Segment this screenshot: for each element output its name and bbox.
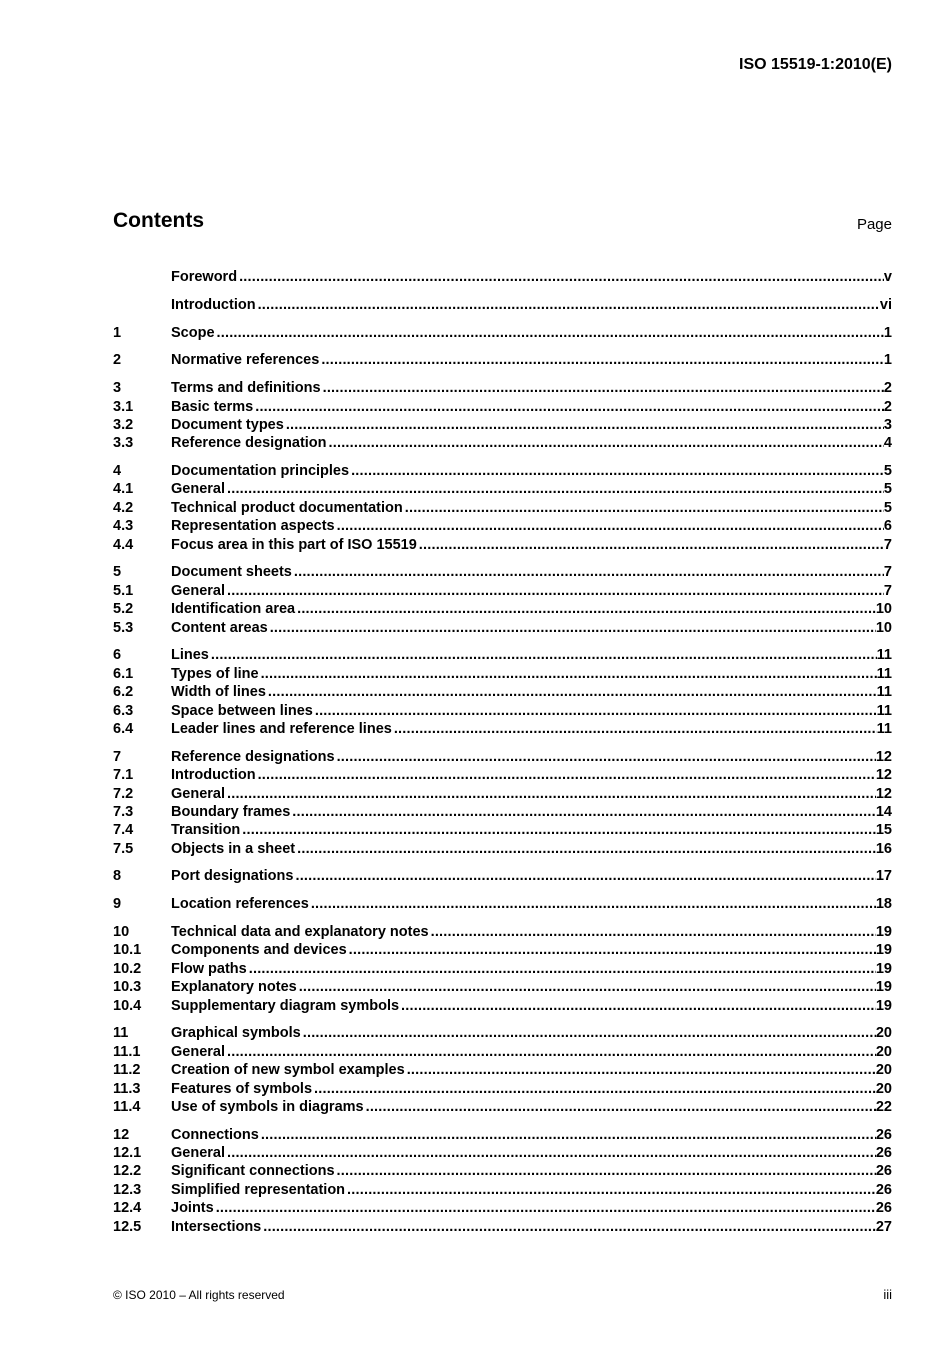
- toc-entry-number: 3.3: [113, 435, 134, 452]
- toc-entry-title: Leader lines and reference lines: [171, 720, 392, 737]
- toc-entry-page: 26: [875, 1126, 892, 1143]
- footer-page-number: iii: [883, 1287, 892, 1302]
- toc-entry-title: Technical product documentation: [171, 499, 403, 516]
- toc-entry-page: 27: [875, 1218, 892, 1235]
- toc-entry-number: 12.1: [113, 1145, 142, 1162]
- dot-leader: [347, 1182, 876, 1198]
- toc-entry-number: 7.3: [113, 803, 134, 820]
- toc-entry[interactable]: [113, 1081, 892, 1099]
- toc-entry-page: 20: [875, 1080, 892, 1097]
- toc-entry-title-wrap: [171, 1219, 876, 1235]
- dot-leader: [227, 481, 884, 497]
- toc-entry-title-wrap: [171, 666, 877, 682]
- toc-entry-page: 15: [875, 822, 892, 839]
- toc-entry-number: 3.1: [113, 398, 134, 415]
- toc-entry-title: Features of symbols: [171, 1080, 313, 1097]
- toc-entry-page: 20: [875, 1062, 892, 1079]
- dot-leader: [261, 666, 877, 682]
- toc-entry-title: Intersections: [171, 1218, 262, 1235]
- toc-entry[interactable]: [113, 417, 892, 435]
- toc-entry-title: Document sheets: [171, 564, 292, 581]
- toc-entry[interactable]: [113, 721, 892, 739]
- dot-leader: [314, 1081, 876, 1097]
- dot-leader: [401, 998, 876, 1014]
- toc-entry-page: 2: [883, 380, 892, 397]
- toc-entry-title: Content areas: [171, 619, 268, 636]
- toc-entry-title-wrap: [171, 1062, 876, 1078]
- contents-heading: Contents: [113, 209, 204, 232]
- toc-entry[interactable]: [113, 1219, 892, 1237]
- toc-group: [113, 647, 892, 739]
- toc-entry-number: 3.2: [113, 416, 134, 433]
- toc-entry[interactable]: [113, 1163, 892, 1181]
- toc-entry-title: Reference designations: [171, 748, 335, 765]
- toc-entry-page: 10: [875, 619, 892, 636]
- toc-entry-page: 19: [875, 924, 892, 941]
- toc-entry[interactable]: [113, 399, 892, 417]
- toc-entry-page: 16: [875, 840, 892, 857]
- toc-entry-number: 10.3: [113, 979, 142, 996]
- dot-leader: [216, 1200, 876, 1216]
- toc-entry[interactable]: [113, 1127, 892, 1145]
- toc-entry-title-wrap: [171, 961, 876, 977]
- toc-entry-number: 4.1: [113, 481, 134, 498]
- toc-entry-number: 6.1: [113, 665, 134, 682]
- toc-entry[interactable]: [113, 269, 892, 287]
- toc-entry-number: 4: [113, 463, 122, 480]
- toc-entry-title: Simplified representation: [171, 1181, 346, 1198]
- toc-entry[interactable]: [113, 998, 892, 1016]
- dot-leader: [227, 1044, 876, 1060]
- toc-entry[interactable]: [113, 666, 892, 684]
- toc-entry-page: 10: [875, 601, 892, 618]
- toc-entry-title: Types of line: [171, 665, 259, 682]
- toc-entry-page: 11: [876, 720, 892, 737]
- toc-entry-title: Technical data and explanatory notes: [171, 924, 429, 941]
- toc-entry-title: Use of symbols in diagrams: [171, 1098, 364, 1115]
- toc-entry-title: Basic terms: [171, 398, 254, 415]
- toc-entry-number: 11: [113, 1025, 129, 1042]
- toc-entry[interactable]: [113, 822, 892, 840]
- dot-leader: [297, 601, 876, 617]
- toc-entry-number: 11.1: [113, 1043, 141, 1060]
- toc-entry-title: Documentation principles: [171, 463, 350, 480]
- toc-entry-number: 5.1: [113, 582, 134, 599]
- dot-leader: [255, 399, 884, 415]
- toc-entry-number: 7.5: [113, 840, 134, 857]
- toc-entry-title-wrap: [171, 786, 876, 802]
- toc-entry-title-wrap: [171, 481, 884, 497]
- toc-entry-title: Location references: [171, 896, 309, 913]
- toc-entry[interactable]: [113, 767, 892, 785]
- toc-entry-title: Representation aspects: [171, 518, 335, 535]
- toc-entry-title-wrap: [171, 583, 884, 599]
- dot-leader: [303, 1025, 876, 1041]
- dot-leader: [242, 822, 876, 838]
- toc-entry-page: 3: [883, 416, 892, 433]
- toc-group: [113, 896, 892, 914]
- toc-entry-page: 11: [876, 702, 892, 719]
- table-of-contents: [113, 269, 892, 1246]
- toc-entry-title-wrap: [171, 647, 877, 663]
- toc-entry-page: 11: [876, 665, 892, 682]
- dot-leader: [270, 620, 876, 636]
- toc-entry[interactable]: [113, 435, 892, 453]
- toc-entry-title-wrap: [171, 564, 884, 580]
- dot-leader: [297, 841, 876, 857]
- dot-leader: [227, 1145, 876, 1161]
- toc-entry-title: Lines: [171, 647, 209, 664]
- toc-entry-number: 12.3: [113, 1181, 142, 1198]
- dot-leader: [337, 749, 876, 765]
- toc-entry[interactable]: [113, 481, 892, 499]
- toc-entry[interactable]: [113, 1200, 892, 1218]
- toc-entry-title-wrap: [171, 399, 884, 415]
- toc-entry-page: 17: [875, 868, 892, 885]
- toc-entry-title-wrap: [171, 868, 876, 884]
- toc-entry-page: 2: [883, 398, 892, 415]
- toc-entry-title: Flow paths: [171, 960, 247, 977]
- toc-entry-title-wrap: [171, 703, 877, 719]
- toc-entry-title: Terms and definitions: [171, 380, 321, 397]
- toc-entry[interactable]: [113, 620, 892, 638]
- toc-entry-number: 11.2: [113, 1062, 141, 1079]
- toc-entry-page: 26: [875, 1181, 892, 1198]
- toc-entry[interactable]: [113, 896, 892, 914]
- toc-entry-page: 20: [875, 1025, 892, 1042]
- toc-entry-title: Graphical symbols: [171, 1025, 301, 1042]
- toc-entry-number: 7: [113, 748, 122, 765]
- toc-entry-number: 5.2: [113, 601, 134, 618]
- toc-entry-page: 26: [875, 1145, 892, 1162]
- toc-entry-title-wrap: [171, 435, 884, 451]
- toc-entry-title: Joints: [171, 1200, 214, 1217]
- toc-entry[interactable]: [113, 749, 892, 767]
- toc-entry-page: 19: [875, 942, 892, 959]
- toc-entry-title: Introduction: [171, 767, 256, 784]
- toc-entry[interactable]: [113, 942, 892, 960]
- toc-entry-title-wrap: [171, 721, 877, 737]
- toc-entry-page: 19: [875, 979, 892, 996]
- toc-entry-title: Foreword: [171, 269, 238, 285]
- toc-entry-page: 5: [883, 463, 892, 480]
- toc-entry-page: 1: [883, 324, 892, 341]
- toc-entry-page: 7: [883, 536, 892, 553]
- toc-entry-title: General: [171, 481, 225, 498]
- toc-entry-title-wrap: [171, 1145, 876, 1161]
- dot-leader: [217, 325, 884, 341]
- toc-entry[interactable]: [113, 1025, 892, 1043]
- dot-leader: [299, 979, 876, 995]
- toc-entry-number: 8: [113, 868, 122, 885]
- toc-group: [113, 924, 892, 1016]
- toc-entry-number: 11.3: [113, 1080, 141, 1097]
- toc-entry-number: 5: [113, 564, 122, 581]
- toc-entry[interactable]: [113, 564, 892, 582]
- dot-leader: [239, 269, 884, 285]
- toc-entry-number: 1: [113, 324, 122, 341]
- toc-entry[interactable]: [113, 786, 892, 804]
- toc-entry-title-wrap: [171, 1099, 876, 1115]
- toc-entry-number: 6.4: [113, 720, 134, 737]
- toc-entry-page: 6: [883, 518, 892, 535]
- toc-entry-number: 10.4: [113, 997, 142, 1014]
- toc-entry-number: 12.2: [113, 1163, 142, 1180]
- toc-entry-page: 22: [875, 1098, 892, 1115]
- toc-entry[interactable]: [113, 804, 892, 822]
- document-id: ISO 15519-1:2010(E): [739, 56, 892, 73]
- toc-entry-title: General: [171, 1043, 225, 1060]
- dot-leader: [349, 942, 876, 958]
- dot-leader: [315, 703, 877, 719]
- toc-entry[interactable]: [113, 518, 892, 536]
- toc-entry-title: Port designations: [171, 868, 294, 885]
- toc-group: [113, 463, 892, 555]
- toc-group: [113, 380, 892, 454]
- toc-entry-number: 4.2: [113, 499, 134, 516]
- toc-entry-page: 11: [876, 647, 892, 664]
- dot-leader: [268, 684, 877, 700]
- page-column-label: Page: [856, 216, 892, 233]
- toc-entry-title-wrap: [171, 500, 884, 516]
- toc-entry[interactable]: [113, 1099, 892, 1117]
- toc-entry-title: Space between lines: [171, 702, 313, 719]
- toc-entry-number: 12: [113, 1126, 130, 1143]
- toc-entry-page: 4: [883, 435, 892, 452]
- toc-entry-title-wrap: [171, 463, 884, 479]
- toc-entry-title-wrap: [171, 1163, 876, 1179]
- toc-entry-number: 2: [113, 352, 122, 369]
- dot-leader: [211, 647, 877, 663]
- toc-entry-title: Document types: [171, 416, 284, 433]
- toc-entry[interactable]: [113, 1044, 892, 1062]
- dot-leader: [405, 500, 884, 516]
- toc-entry-number: 7.4: [113, 822, 134, 839]
- toc-entry-title-wrap: [171, 601, 876, 617]
- toc-entry[interactable]: [113, 841, 892, 859]
- toc-group: [113, 749, 892, 859]
- toc-entry-page: v: [883, 269, 892, 285]
- toc-entry-page: 12: [875, 767, 892, 784]
- toc-entry-title-wrap: [171, 998, 876, 1014]
- dot-leader: [366, 1099, 876, 1115]
- toc-entry-number: 9: [113, 896, 122, 913]
- toc-entry[interactable]: [113, 647, 892, 665]
- toc-entry-number: 11.4: [113, 1098, 141, 1115]
- toc-entry-title-wrap: [171, 269, 884, 285]
- footer-copyright: © ISO 2010 – All rights reserved: [113, 1288, 285, 1302]
- toc-entry-page: 7: [883, 582, 892, 599]
- toc-group: [113, 269, 892, 287]
- toc-entry-title-wrap: [171, 767, 876, 783]
- toc-entry[interactable]: [113, 380, 892, 398]
- toc-group: [113, 564, 892, 638]
- dot-leader: [311, 896, 876, 912]
- toc-entry[interactable]: [113, 1145, 892, 1163]
- toc-entry[interactable]: [113, 1062, 892, 1080]
- dot-leader: [407, 1062, 876, 1078]
- toc-entry[interactable]: [113, 463, 892, 481]
- toc-entry-page: 14: [875, 803, 892, 820]
- toc-entry-title-wrap: [171, 804, 876, 820]
- toc-entry[interactable]: [113, 352, 892, 370]
- toc-entry-page: 19: [875, 960, 892, 977]
- toc-entry[interactable]: [113, 703, 892, 721]
- toc-entry-title-wrap: [171, 1081, 876, 1097]
- dot-leader: [249, 961, 876, 977]
- toc-entry-title-wrap: [171, 749, 876, 765]
- toc-entry-number: 4.3: [113, 518, 134, 535]
- toc-entry-title: General: [171, 582, 225, 599]
- toc-entry-number: 10.2: [113, 960, 142, 977]
- toc-entry[interactable]: [113, 961, 892, 979]
- toc-entry-page: 26: [875, 1200, 892, 1217]
- toc-entry-number: 4.4: [113, 536, 134, 553]
- toc-entry-number: 7.2: [113, 785, 134, 802]
- toc-entry-page: 26: [875, 1163, 892, 1180]
- toc-group: [113, 1025, 892, 1117]
- toc-entry[interactable]: [113, 1182, 892, 1200]
- toc-entry-number: 10: [113, 924, 130, 941]
- toc-entry-title: Transition: [171, 822, 241, 839]
- toc-entry-title: Significant connections: [171, 1163, 335, 1180]
- dot-leader: [337, 1163, 876, 1179]
- toc-entry[interactable]: [113, 924, 892, 942]
- toc-entry-page: 18: [875, 896, 892, 913]
- toc-entry-title-wrap: [171, 684, 877, 700]
- dot-leader: [294, 564, 884, 580]
- toc-entry-title-wrap: [171, 1044, 876, 1060]
- toc-entry[interactable]: [113, 979, 892, 997]
- dot-leader: [321, 352, 884, 368]
- dot-leader: [263, 1219, 876, 1235]
- toc-entry[interactable]: [113, 537, 892, 555]
- toc-entry-title-wrap: [171, 417, 884, 433]
- toc-entry-number: 6.2: [113, 684, 134, 701]
- toc-entry-number: 12.4: [113, 1200, 142, 1217]
- toc-entry-title-wrap: [171, 518, 884, 534]
- toc-entry-title-wrap: [171, 537, 884, 553]
- toc-entry-page: 1: [883, 352, 892, 369]
- toc-entry[interactable]: [113, 601, 892, 619]
- toc-entry-title: Reference designation: [171, 435, 327, 452]
- toc-entry-title: Objects in a sheet: [171, 840, 296, 857]
- toc-entry-title: Components and devices: [171, 942, 347, 959]
- toc-group: [113, 325, 892, 343]
- toc-entry[interactable]: [113, 325, 892, 343]
- toc-entry-page: 12: [875, 785, 892, 802]
- toc-entry-number: 12.5: [113, 1218, 142, 1235]
- toc-entry-page: vi: [879, 296, 892, 313]
- dot-leader: [431, 924, 876, 940]
- toc-entry-title: General: [171, 1145, 225, 1162]
- toc-entry-title-wrap: [171, 325, 884, 341]
- dot-leader: [295, 868, 875, 884]
- toc-entry[interactable]: [113, 500, 892, 518]
- toc-entry-title: Normative references: [171, 352, 320, 369]
- toc-entry-title-wrap: [171, 1182, 876, 1198]
- toc-entry-title-wrap: [171, 942, 876, 958]
- dot-leader: [286, 417, 884, 433]
- toc-entry-title: Explanatory notes: [171, 979, 297, 996]
- dot-leader: [337, 518, 884, 534]
- dot-leader: [419, 537, 884, 553]
- toc-entry-page: 5: [883, 499, 892, 516]
- toc-entry-title: Boundary frames: [171, 803, 291, 820]
- dot-leader: [261, 1127, 876, 1143]
- toc-entry-page: 19: [875, 997, 892, 1014]
- toc-entry-title-wrap: [171, 1025, 876, 1041]
- toc-entry-number: 10.1: [113, 942, 142, 959]
- toc-entry-title: Connections: [171, 1126, 259, 1143]
- dot-leader: [323, 380, 884, 396]
- toc-entry-title-wrap: [171, 979, 876, 995]
- toc-entry-title-wrap: [171, 896, 876, 912]
- toc-entry-title-wrap: [171, 380, 884, 396]
- toc-entry-number: 6: [113, 647, 122, 664]
- toc-entry-page: 5: [883, 481, 892, 498]
- toc-entry-title-wrap: [171, 924, 876, 940]
- toc-entry-title-wrap: [171, 352, 884, 368]
- toc-entry-title-wrap: [171, 822, 876, 838]
- toc-entry-title-wrap: [171, 620, 876, 636]
- toc-entry-page: 20: [875, 1043, 892, 1060]
- toc-entry-number: 7.1: [113, 767, 134, 784]
- dot-leader: [292, 804, 876, 820]
- dot-leader: [227, 786, 876, 802]
- toc-entry-title: General: [171, 785, 225, 802]
- toc-group: [113, 352, 892, 370]
- toc-group: [113, 868, 892, 886]
- toc-entry-title-wrap: [171, 297, 880, 313]
- dot-leader: [394, 721, 877, 737]
- toc-entry[interactable]: [113, 297, 892, 315]
- toc-entry-title: Introduction: [171, 296, 256, 313]
- toc-group: [113, 297, 892, 315]
- toc-entry-page: 12: [875, 748, 892, 765]
- dot-leader: [351, 463, 884, 479]
- toc-entry-title: Focus area in this part of ISO 15519: [171, 536, 417, 553]
- dot-leader: [258, 767, 876, 783]
- toc-entry-title: Identification area: [171, 601, 296, 618]
- toc-entry[interactable]: [113, 583, 892, 601]
- toc-entry-title: Creation of new symbol examples: [171, 1062, 405, 1079]
- toc-entry-title: Supplementary diagram symbols: [171, 997, 400, 1014]
- toc-entry[interactable]: [113, 868, 892, 886]
- toc-entry-page: 7: [883, 564, 892, 581]
- toc-entry-title-wrap: [171, 1200, 876, 1216]
- dot-leader: [329, 435, 884, 451]
- toc-entry-page: 11: [876, 684, 892, 701]
- toc-group: [113, 1127, 892, 1237]
- toc-entry-title-wrap: [171, 1127, 876, 1143]
- toc-entry-title: Scope: [171, 324, 215, 341]
- dot-leader: [258, 297, 880, 313]
- toc-entry-number: 5.3: [113, 619, 134, 636]
- toc-entry-number: 6.3: [113, 702, 134, 719]
- toc-entry-title: Width of lines: [171, 684, 266, 701]
- dot-leader: [227, 583, 884, 599]
- toc-entry[interactable]: [113, 684, 892, 702]
- toc-entry-number: 3: [113, 380, 122, 397]
- toc-entry-title-wrap: [171, 841, 876, 857]
